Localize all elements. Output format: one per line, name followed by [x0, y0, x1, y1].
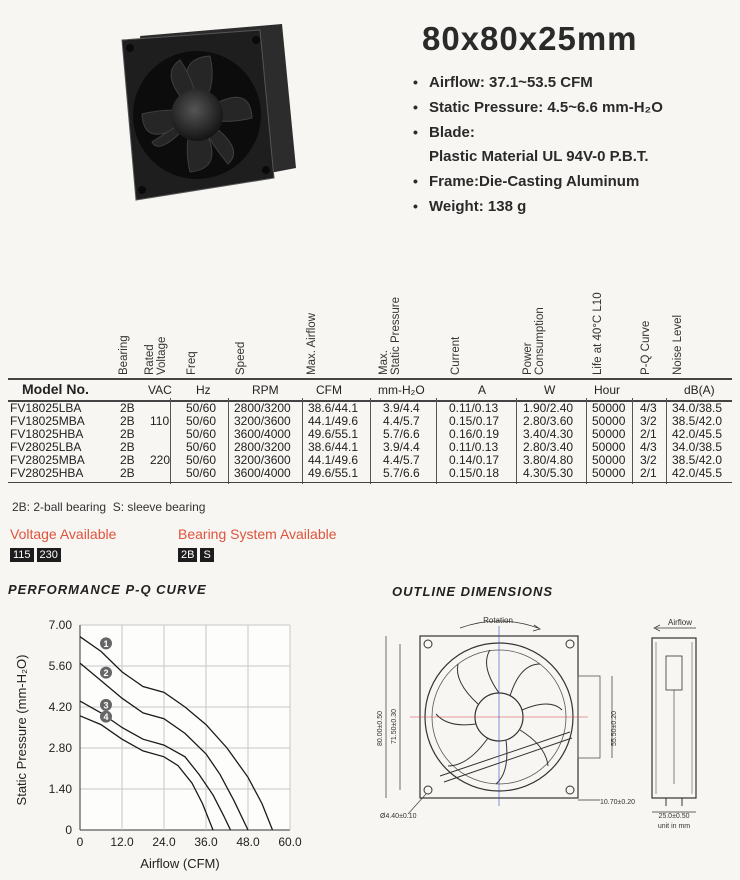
bearing-option: S: [200, 548, 213, 562]
header-rated: Rated: [144, 344, 156, 375]
overall-size: 80.00±0.50: [377, 711, 384, 746]
unit-mmh2o: mm-H₂O: [378, 383, 425, 397]
airflow-label: Airflow: [667, 618, 693, 627]
unit-w: W: [544, 383, 556, 397]
header-life: Life at 40°C L10: [592, 292, 604, 375]
header-noise-level: Noise Level: [672, 314, 684, 375]
bullet-icon: •: [413, 74, 418, 90]
x-tick-label: 12.0: [110, 835, 134, 849]
unit-vac: VAC: [148, 383, 172, 397]
bullet-icon: •: [413, 124, 418, 140]
header-static-pressure: Static Pressure: [390, 297, 402, 375]
side-height: 55.50±0.20: [611, 711, 618, 746]
x-tick-label: 60.0: [278, 835, 302, 849]
outline-dimensions-drawing: [350, 606, 735, 832]
y-tick-label: 7.00: [48, 618, 72, 632]
spec-item: • Weight: 138 g: [413, 194, 663, 219]
header-freq: Freq: [186, 351, 198, 375]
unit-note: unit in mm: [657, 823, 691, 830]
y-tick-label: 2.80: [48, 741, 72, 755]
fan-photo: [100, 18, 300, 208]
y-tick-label: 4.20: [48, 700, 72, 714]
spec-item: • Airflow: 37.1~53.5 CFM: [413, 70, 663, 95]
unit-hz: Hz: [196, 383, 211, 397]
bearing-system-label: Bearing System Available: [178, 526, 337, 542]
spec-list: [413, 70, 663, 219]
voltage-option: 115: [10, 548, 34, 562]
voltage-available-label: Voltage Available: [10, 526, 117, 542]
table-row: FV28025HBA 2B 50/60 3600/4000 49.6/55.1 5.7/6.6 0.15/0.18 4.30/5.30 50000 2/1 42.0/45.5: [10, 466, 723, 480]
series-label-1: 1: [103, 638, 109, 649]
table-row: FV18025HBA 2B 50/60 3600/4000 49.6/55.1 5.7/6.6 0.16/0.19 3.40/4.30 50000 2/1 42.0/45.5: [10, 427, 723, 441]
header-power: Power: [522, 342, 534, 375]
unit-hour: Hour: [594, 383, 621, 397]
spec-item: • Frame:Die-Casting Aluminum: [413, 169, 663, 194]
bearing-note: 2B: 2-ball bearing S: sleeve bearing: [12, 500, 206, 514]
voltage-group-110: 110: [150, 414, 170, 428]
hole-pitch: 71.50±0.30: [391, 709, 398, 744]
x-tick-label: 48.0: [236, 835, 260, 849]
unit-dba: dB(A): [684, 383, 715, 397]
x-tick-label: 24.0: [152, 835, 176, 849]
header-voltage: Voltage: [156, 336, 168, 375]
y-tick-label: 1.40: [48, 782, 72, 796]
y-tick-label: 0: [65, 823, 72, 837]
outline-dimensions-title: OUTLINE DIMENSIONS: [392, 584, 554, 599]
header-bearing: Bearing: [118, 335, 130, 375]
model-header: Model No.: [22, 381, 89, 397]
unit-cfm: CFM: [316, 383, 342, 397]
pq-curve-title: PERFORMANCE P-Q CURVE: [8, 582, 207, 597]
bearing-option: 2B: [178, 548, 197, 562]
table-vertical-headers: [0, 270, 740, 375]
y-tick-label: 5.60: [48, 659, 72, 673]
table-bottom-rule: [8, 482, 732, 483]
unit-a: A: [478, 383, 487, 397]
chart-grid: [80, 625, 290, 830]
bullet-icon: •: [413, 198, 418, 214]
voltage-options: [10, 545, 64, 563]
unit-rpm: RPM: [252, 383, 279, 397]
bullet-icon: •: [413, 173, 418, 189]
depth-dimension: 25.0±0.50: [658, 813, 690, 820]
header-speed: Speed: [235, 341, 247, 375]
spec-item: • Static Pressure: 4.5~6.6 mm-H₂O: [413, 95, 663, 120]
plot-area: [80, 625, 290, 830]
table-row: FV18025LBA 2B 50/60 2800/3200 38.6/44.1 3.9/4.4 0.11/0.13 1.90/2.40 50000 4/3 34.0/38.5: [10, 401, 723, 415]
spec-item: Plastic Material UL 94V-0 P.B.T.: [429, 148, 649, 165]
table-body: [8, 402, 732, 480]
series-label-2: 2: [103, 668, 109, 679]
pq-chart: [0, 600, 320, 880]
rotation-label: Rotation: [483, 616, 513, 625]
offset-dimension: 10.70±0.20: [600, 799, 635, 806]
bullet-icon: •: [413, 99, 418, 115]
table-row: FV18025MBA 2B 110 50/60 3200/3600 44.1/49.6 4.4/5.7 0.15/0.17 2.80/3.60 50000 3/2 38.5/42.0: [10, 414, 723, 428]
header-max-airflow: Max. Airflow: [306, 313, 318, 375]
y-axis-label: Static Pressure (mm-H₂O): [14, 654, 29, 806]
spec-item: • Blade:: [413, 120, 663, 145]
product-title: 80x80x25mm: [422, 20, 638, 57]
series-label-4: 4: [103, 712, 109, 723]
voltage-option: 230: [37, 548, 61, 562]
table-row: FV28025MBA 2B 220 50/60 3200/3600 44.1/49.6 4.4/5.7 0.14/0.17 3.80/4.80 50000 3/2 38.5/42.0: [10, 453, 723, 467]
header-consumption: Consumption: [534, 307, 546, 375]
header-current: Current: [450, 336, 462, 375]
voltage-group-220: 220: [150, 453, 171, 467]
bearing-options: [178, 545, 217, 563]
header-pq-curve: P-Q Curve: [640, 320, 652, 375]
header-max: Max.: [378, 350, 390, 375]
x-tick-label: 36.0: [194, 835, 218, 849]
x-axis-label: Airflow (CFM): [140, 856, 220, 871]
x-tick-label: 0: [76, 835, 84, 849]
mount-hole: [424, 786, 432, 794]
series-label-3: 3: [103, 700, 109, 711]
hole-diameter: Ø4.40±0.10: [380, 813, 417, 820]
table-row: FV28025LBA 2B 50/60 2800/3200 38.6/44.1 3.9/4.4 0.11/0.13 2.80/3.40 50000 4/3 34.0/38.5: [10, 440, 723, 454]
